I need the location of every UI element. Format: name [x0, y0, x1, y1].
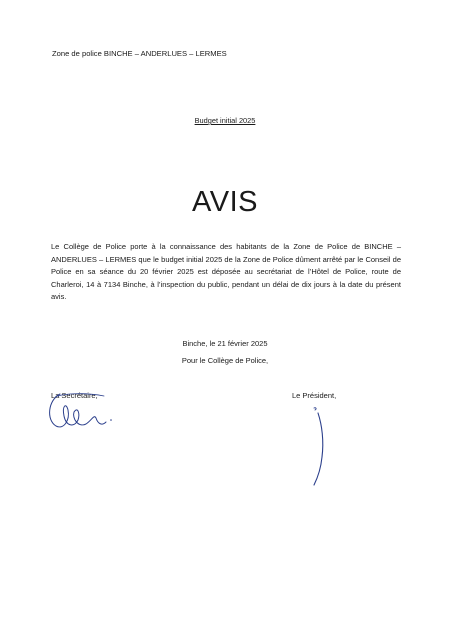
president-label: Le Président, [292, 391, 337, 400]
document-subtitle: Budget initial 2025 [194, 116, 256, 125]
notice-body: Le Collège de Police porte à la connaissance des habitants de la Zone de Police de BINCHE – ANDERLUES – LERMES que le budget initial 2025 de la Zone de Police dûment arrêté par le Conseil de Police en sa séance du 20 février 2025 est déposée au secrétariat de l’Hôtel de Police, route de Charleroi, 14 à 7134 Binche, à l’inspection du public, pendant un délai de dix jours à la date du présent avis. [51, 242, 401, 302]
zone-header: Zone de police BINCHE – ANDERLUES – LERMES [52, 49, 227, 58]
college-line: Pour le Collège de Police, [181, 356, 269, 365]
secretary-label: La Secrétaire, [51, 391, 98, 400]
place-date: Binche, le 21 février 2025 [182, 339, 268, 348]
secretary-signature [44, 390, 124, 435]
document-title: AVIS [192, 186, 258, 218]
president-signature [300, 405, 340, 490]
